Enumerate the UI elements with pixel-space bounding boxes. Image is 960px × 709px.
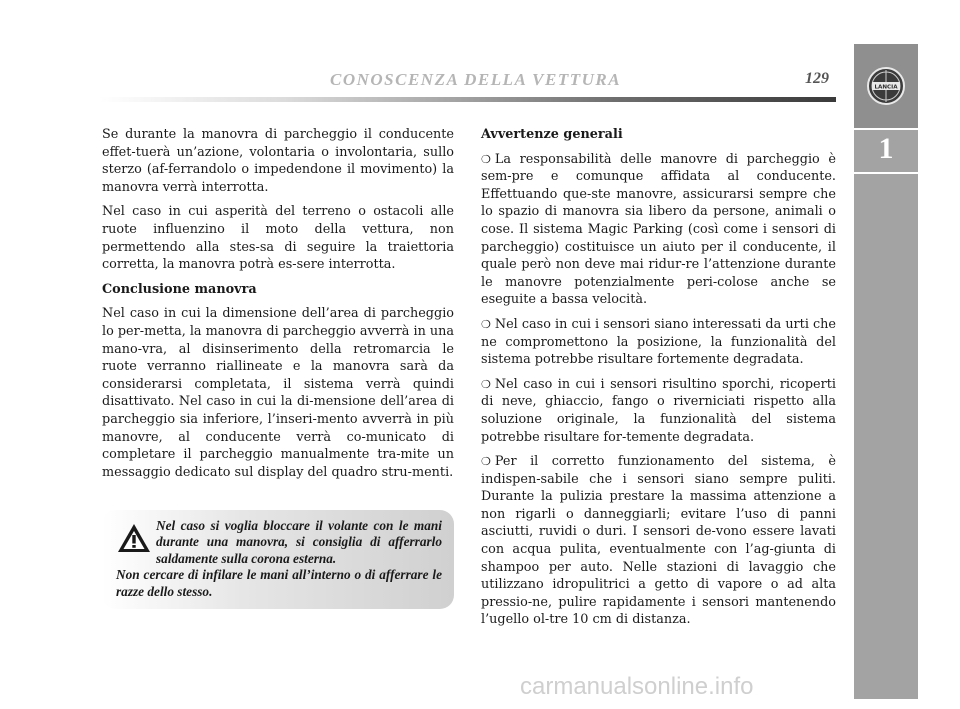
paragraph: Se durante la manovra di parcheggio il conducente effet-tuerà un’azione, volontaria o involontaria, sullo sterzo (af-ferrandolo o impedendone il movimento) la manovra verrà interrotta. bbox=[102, 127, 454, 195]
bullet-circle-icon: ❍ bbox=[481, 152, 491, 166]
section-heading: Conclusione manovra bbox=[102, 281, 257, 297]
warning-text-second: Non cercare di infilare le mani all’interno o di afferrare le razze dello stesso. bbox=[116, 567, 442, 599]
paragraph: Nel caso in cui la dimensione dell’area di parcheggio lo per-metta, la manovra di parcheggio avverrà in una mano-vra, al disinserimento della retromarcia le ruote verranno riallineate e la manovra sarà da considerarsi completata, il sistema verrà quindi disattivato. Nel caso in cui la di-mensione dell’area di parcheggio sia inferiore, l’inseri-mento avverrà in più manovre, al conducente verrà co-municato di completare il parcheggio manualmente tra-mite un messaggio dedicato sul display del quadro stru-menti. bbox=[102, 306, 455, 480]
warning-text-first: Nel caso si voglia bloccare il volante con le mani durante una manovra, si consiglia di afferrarlo saldamente sulla corona esterna. bbox=[156, 518, 442, 566]
bullet-item bbox=[481, 151, 836, 309]
header-rule bbox=[100, 97, 836, 102]
section-heading: Avvertenze generali bbox=[481, 127, 623, 142]
page-number: 129 bbox=[805, 70, 829, 87]
side-divider bbox=[854, 128, 918, 130]
bullet-circle-icon: ❍ bbox=[481, 377, 491, 391]
paragraph: Nel caso in cui asperità del terreno o ostacoli alle ruote influenzino il moto della vettura, non permettendo alla stes-sa di seguire la traiettoria corretta, la manovra potrà es-sere interrotta. bbox=[102, 204, 454, 273]
bullet-text: Nel caso in cui i sensori risultino sporchi, ricoperti di neve, ghiaccio, fango o riverniciati rispetto alla soluzione originale, la funzionalità del sistema potrebbe risultare for-temente degradata. bbox=[481, 376, 836, 445]
warning-text bbox=[116, 518, 442, 600]
bullet-item bbox=[481, 453, 836, 629]
bullet-item bbox=[481, 376, 836, 446]
chapter-number: 1 bbox=[878, 132, 894, 165]
bullet-text: La responsabilità delle manovre di parcheggio è sem-pre e comunque affidata al conducente. Effettuando que-ste manovre, assicurarsi sempre che lo spazio di manovra sia libero da persone, animali o cose. Il sistema Magic Parking (così come i sensori di parcheggio) costituisce un aiuto per il conducente, il quale però non deve mai ridur-re l’attenzione durante le manovre potenzialmente peri-colose anche se eseguite a bassa velocità. bbox=[481, 151, 836, 308]
warning-box bbox=[102, 510, 454, 609]
bullet-text: Per il corretto funzionamento del sistema, è indispen-sabile che i sensori siano sempre puliti. Durante la pulizia prestare la massima attenzione a non rigarli o danneggiarli; evitare l’uso di panni asciutti, ruvidi o duri. I sensori de-vono essere lavati con acqua pulita, eventualmente con l’ag-giunta di shampoo per auto. Nelle stazioni di lavaggio che utilizzano idropulitrici a getto di vapore o ad alta pressio-ne, pulire rapidamente i sensori mantenendo l’ugello ol-tre 10 cm di distanza. bbox=[481, 454, 836, 628]
side-divider-lower bbox=[854, 172, 918, 174]
lancia-logo-icon bbox=[866, 66, 906, 106]
logo-text: LANCIA bbox=[874, 84, 898, 91]
bullet-circle-icon: ❍ bbox=[481, 455, 491, 469]
bullet-item bbox=[481, 316, 836, 369]
bullet-circle-icon: ❍ bbox=[481, 317, 491, 331]
header-title: CONOSCENZA DELLA VETTURA bbox=[330, 70, 622, 89]
left-column bbox=[102, 126, 454, 488]
watermark: carmanualsonline.info bbox=[520, 673, 754, 700]
right-column bbox=[481, 126, 836, 636]
bullet-text: Nel caso in cui i sensori siano interessati da urti che ne compromettono la posizione, la funzionalità del sistema potrebbe risultare fortemente degradata. bbox=[481, 316, 836, 368]
